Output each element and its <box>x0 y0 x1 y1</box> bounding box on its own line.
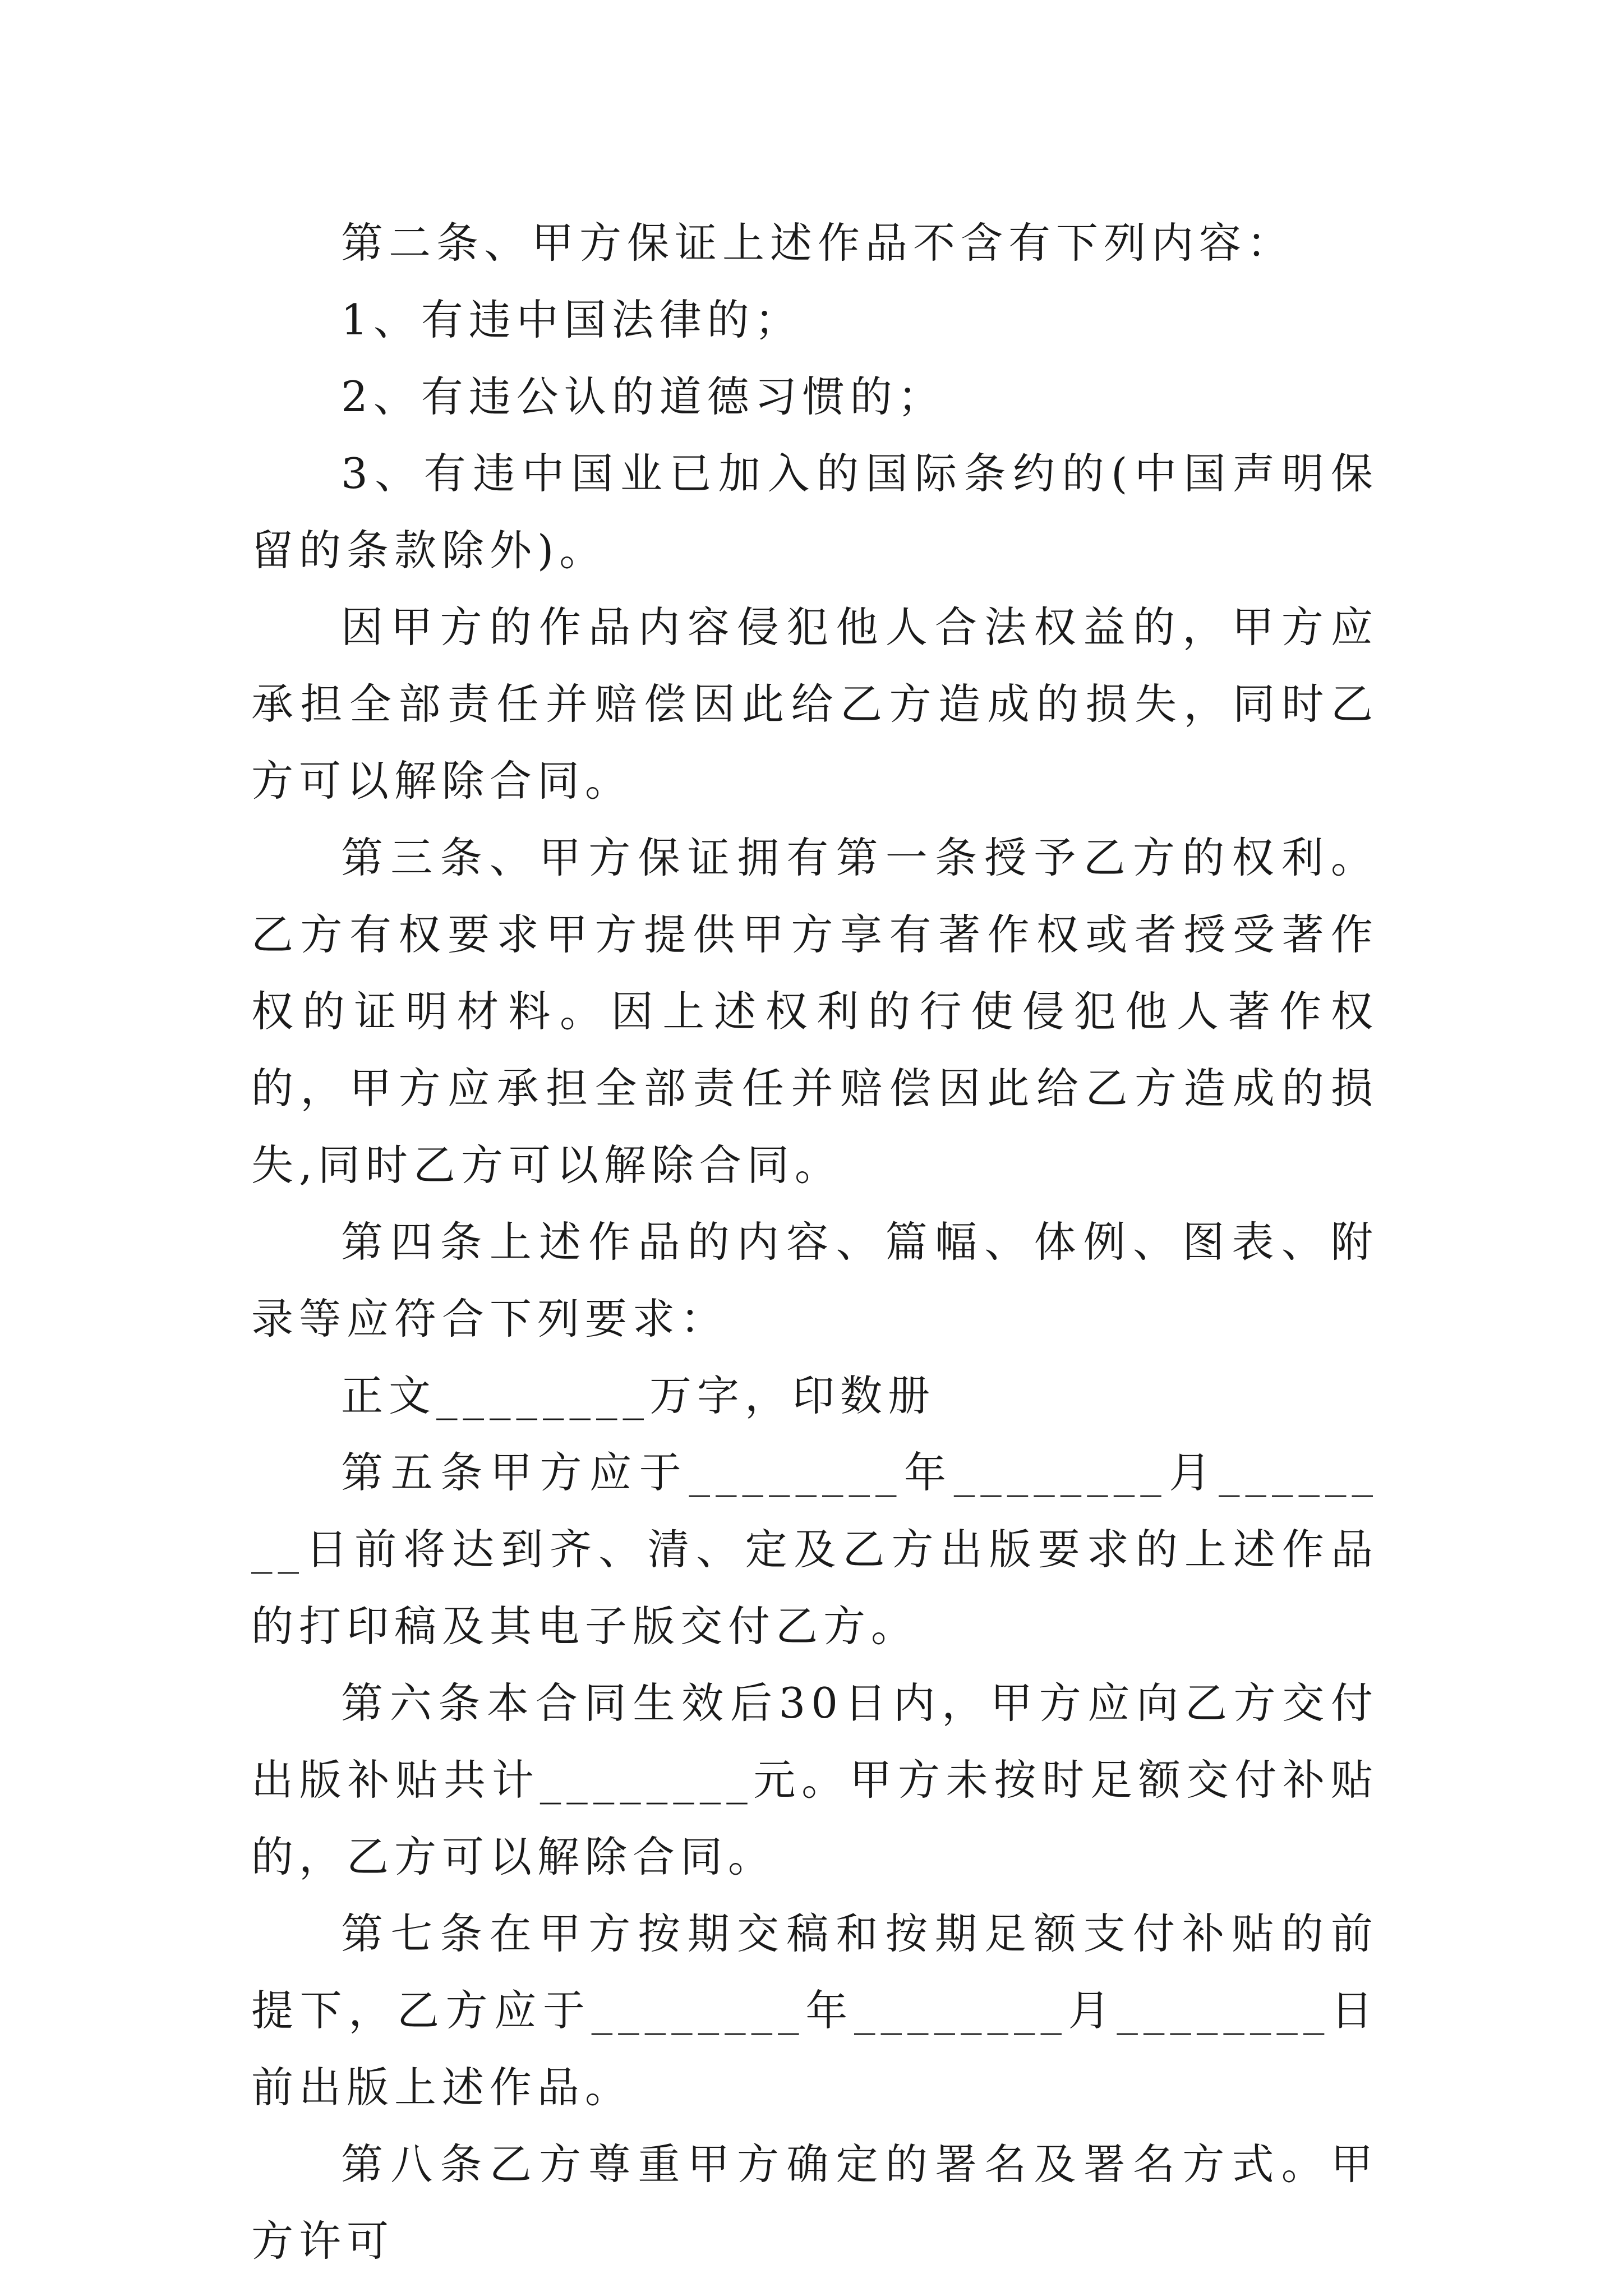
paragraph-article-2: 第二条、甲方保证上述作品不含有下列内容： <box>341 218 1295 268</box>
paragraph-article-5: 第五条甲方应于________年________月________日前将达到齐、清、定及乙方出版要求的上述作品的打印稿及其电子版交付乙方。 <box>251 1448 1378 1651</box>
paragraph-liability: 因甲方的作品内容侵犯他人合法权益的，甲方应承担全部责任并赔偿因此给乙方造成的损失，同时乙方可以解除合同。 <box>251 602 1378 806</box>
paragraph-item-3: 3、有违中国业已加入的国际条约的(中国声明保留的条款除外)。 <box>251 449 1378 575</box>
paragraph-article-7: 第七条在甲方按期交稿和按期足额支付补贴的前提下，乙方应于________年________月________日前出版上述作品。 <box>251 1909 1378 2112</box>
paragraph-item-1: 1、有违中国法律的； <box>341 295 803 344</box>
paragraph-article-3: 第三条、甲方保证拥有第一条授予乙方的权利。乙方有权要求甲方提供甲方享有著作权或者授受著作权的证明材料。因上述权利的行使侵犯他人著作权的，甲方应承担全部责任并赔偿因此给乙方造成的损失,同时乙方可以解除合同。 <box>251 833 1378 1190</box>
document-body <box>251 205 1378 2280</box>
paragraph-article-6: 第六条本合同生效后30日内，甲方应向乙方交付出版补贴共计________元。甲方未按时足额交付补贴的，乙方可以解除合同。 <box>251 1678 1378 1881</box>
paragraph-text-length: 正文________万字，印数册 <box>341 1371 936 1420</box>
paragraph-item-2: 2、有违公认的道德习惯的； <box>341 372 946 421</box>
paragraph-article-4: 第四条上述作品的内容、篇幅、体例、图表、附录等应符合下列要求： <box>251 1217 1378 1343</box>
paragraph-article-8: 第八条乙方尊重甲方确定的署名及署名方式。甲方许可 <box>251 2139 1378 2266</box>
